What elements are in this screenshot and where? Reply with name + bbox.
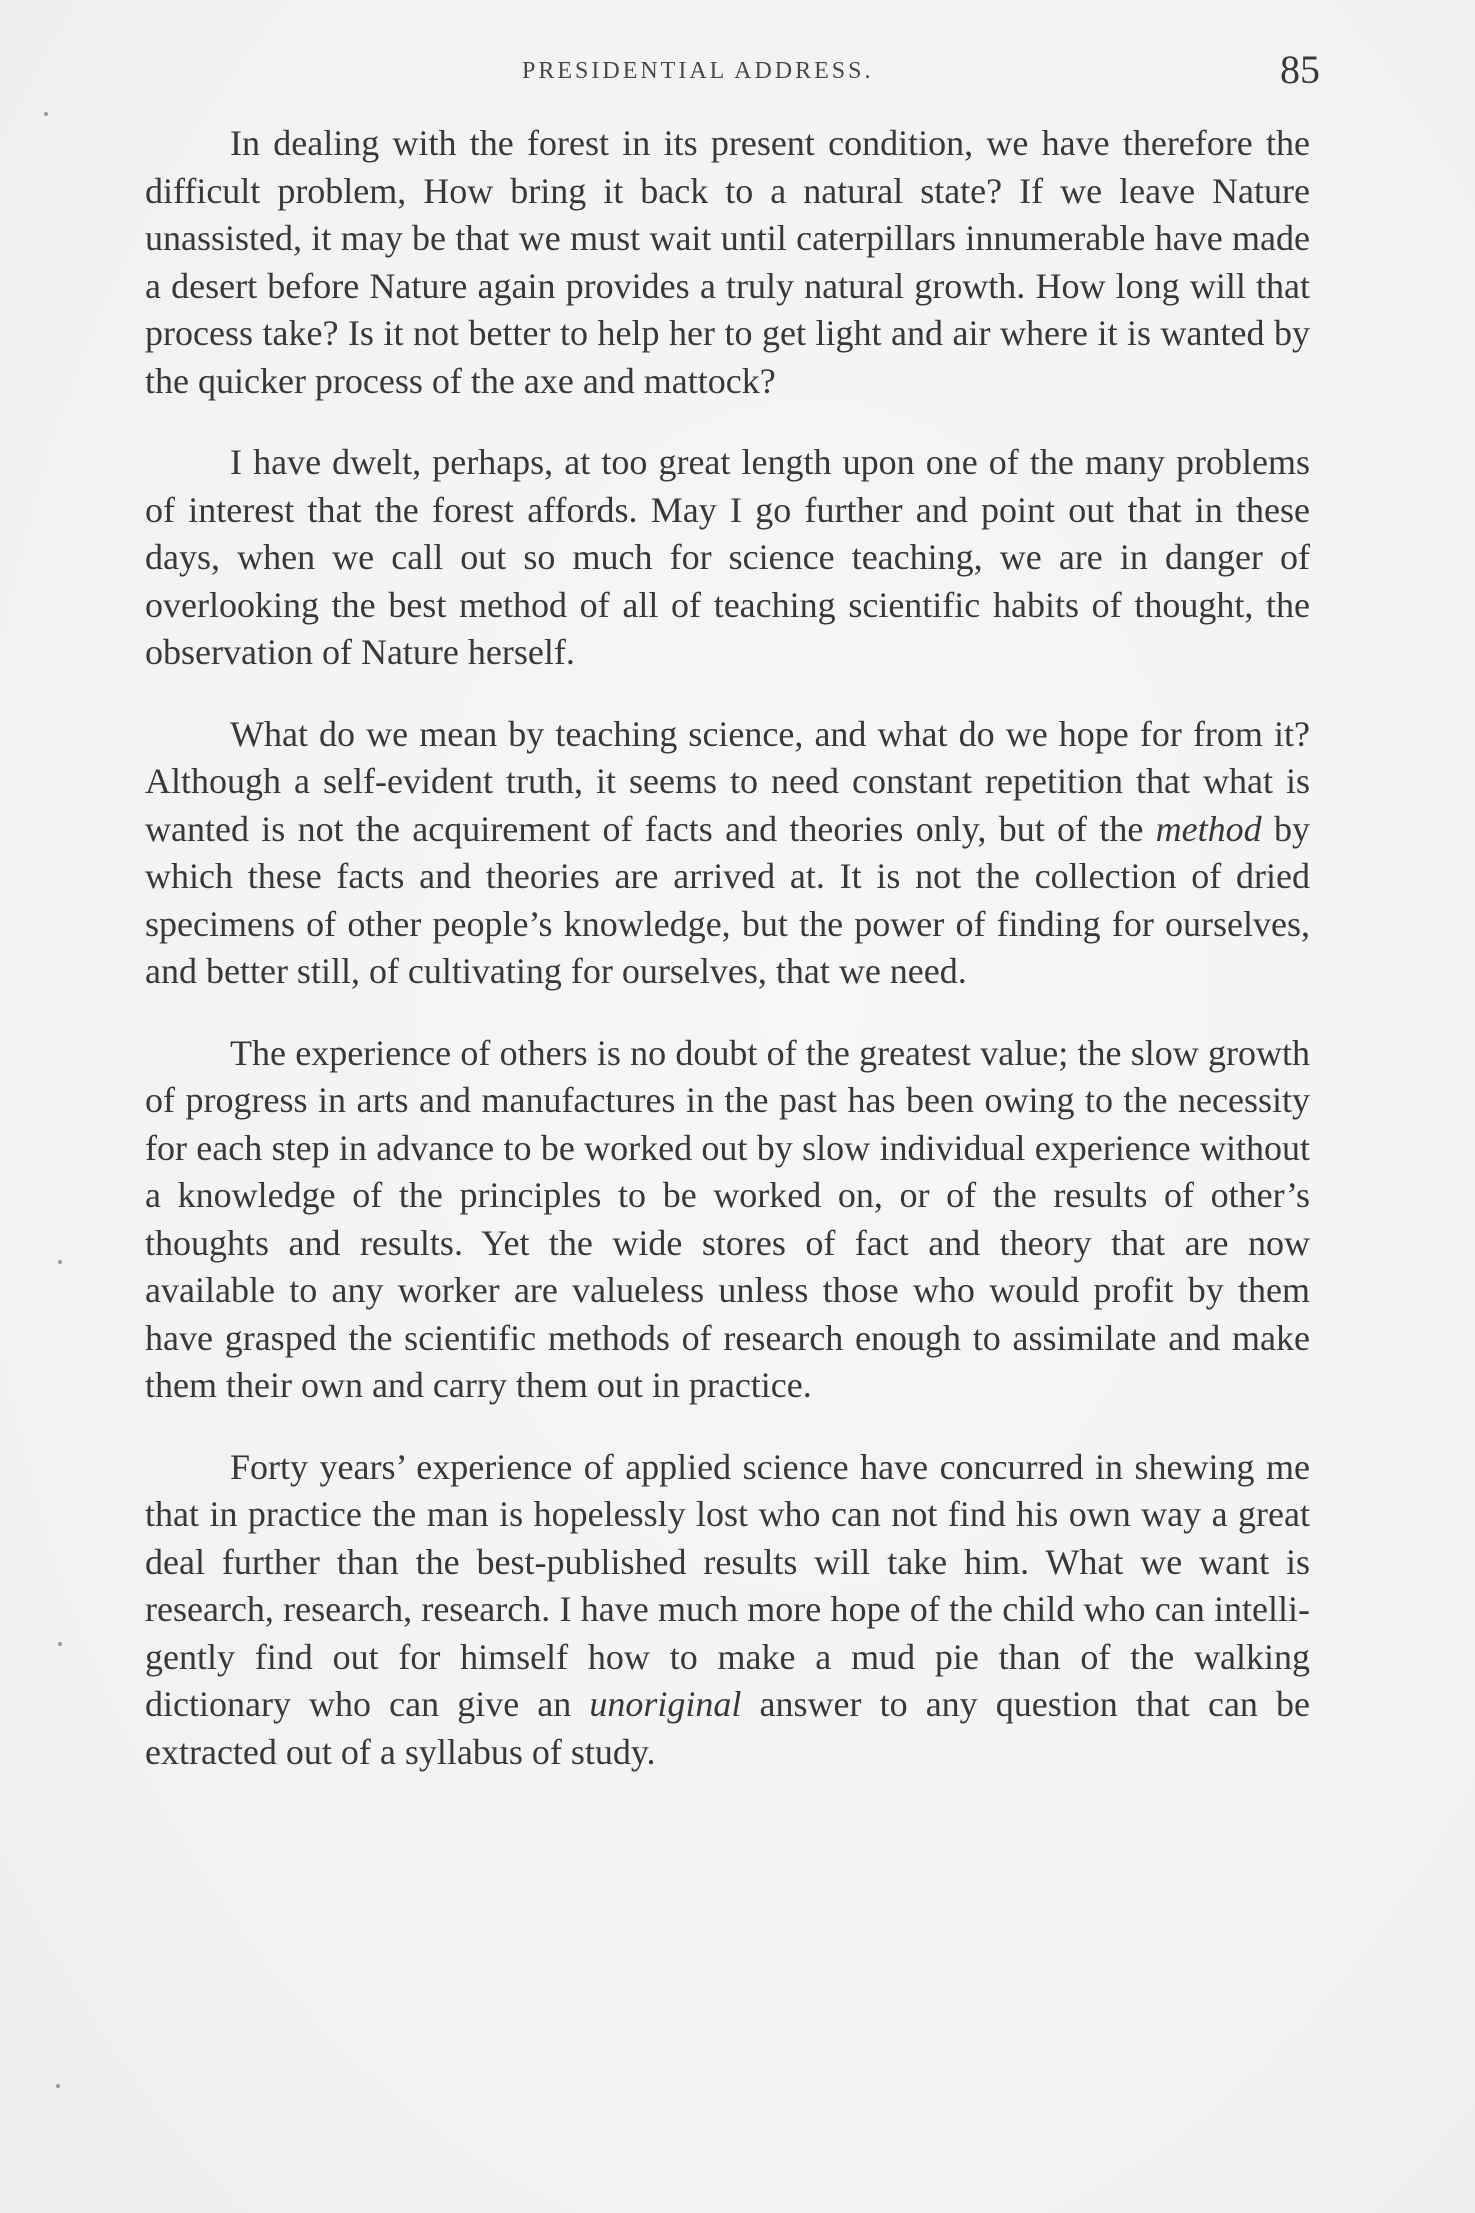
paragraph-text: by which these facts and theories are arrived at. It is not the collection of dried specimens of other people’s knowledge, but the power of finding for ourselves, and better still, of cultivating for ourselves, that we need. — [145, 808, 1310, 991]
paragraph-text: I have dwelt, perhaps, at too great length upon one of the many problems of interest that the forest affords. May I go further and point out that in these days, when we call out so much for science teaching, we are in danger of overlooking the best method of all of teaching scientific habits of thought, the observation of Nature herself. — [145, 442, 1310, 672]
paragraph — [145, 1444, 1310, 1777]
paragraph — [145, 711, 1310, 996]
paragraph-text: Forty years’ experience of applied science have concurred in shewing me that in practice the man is hopelessly lost who can not find his own way a great deal further than the best-published results will take him. What we want is research, research, research. I have much more hope of the child who can intelligently find out for himself how to make a mud pie than of the walking dictionary who can give an — [145, 1446, 1310, 1724]
paragraph-text: What do we mean by teaching science, and what do we hope for from it? Although a self-evident truth, it seems to need constant repetition that what is wanted is not the acquirement of facts and theories only, but of the — [145, 713, 1310, 849]
page-number: 85 — [1280, 47, 1320, 92]
paper-speck — [58, 1260, 62, 1264]
body-text — [145, 120, 1310, 1810]
paragraph — [145, 120, 1310, 405]
italic-text: unoriginal — [589, 1684, 742, 1724]
running-head: PRESIDENTIAL ADDRESS. — [522, 58, 874, 84]
paper-speck — [56, 2084, 60, 2088]
paper-speck — [44, 112, 48, 116]
page-header — [150, 46, 1320, 106]
paragraph — [145, 1030, 1310, 1410]
paragraph-text: answer to any question that can be extracted out of a syllabus of study. — [145, 1684, 1311, 1772]
paragraph-text: The experience of others is no doubt of the greatest value; the slow growth of progress in arts and manufactures in the past has been owing to the necessity for each step in advance to be worked out by slow individual experience without a knowledge of the principles to be worked on, or of the results of other’s thoughts and results. Yet the wide stores of fact and theory that are now available to any worker are valueless unless those who would profit by them have grasped the scientific methods of research enough to assimilate and make them their own and carry them out in practice. — [145, 1032, 1310, 1405]
paper-speck — [58, 1642, 62, 1646]
italic-text: method — [1155, 808, 1262, 849]
paragraph — [145, 439, 1310, 677]
paragraph-text: In dealing with the forest in its present condition, we have therefore the difficult problem, How bring it back to a natural state? If we leave Nature unassisted, it may be that we must wait until caterpillars innumerable have made a desert before Nature again provides a truly natural growth. How long will that process take? Is it not better to help her to get light and air where it is wanted by the quicker process of the axe and mattock? — [145, 123, 1310, 401]
